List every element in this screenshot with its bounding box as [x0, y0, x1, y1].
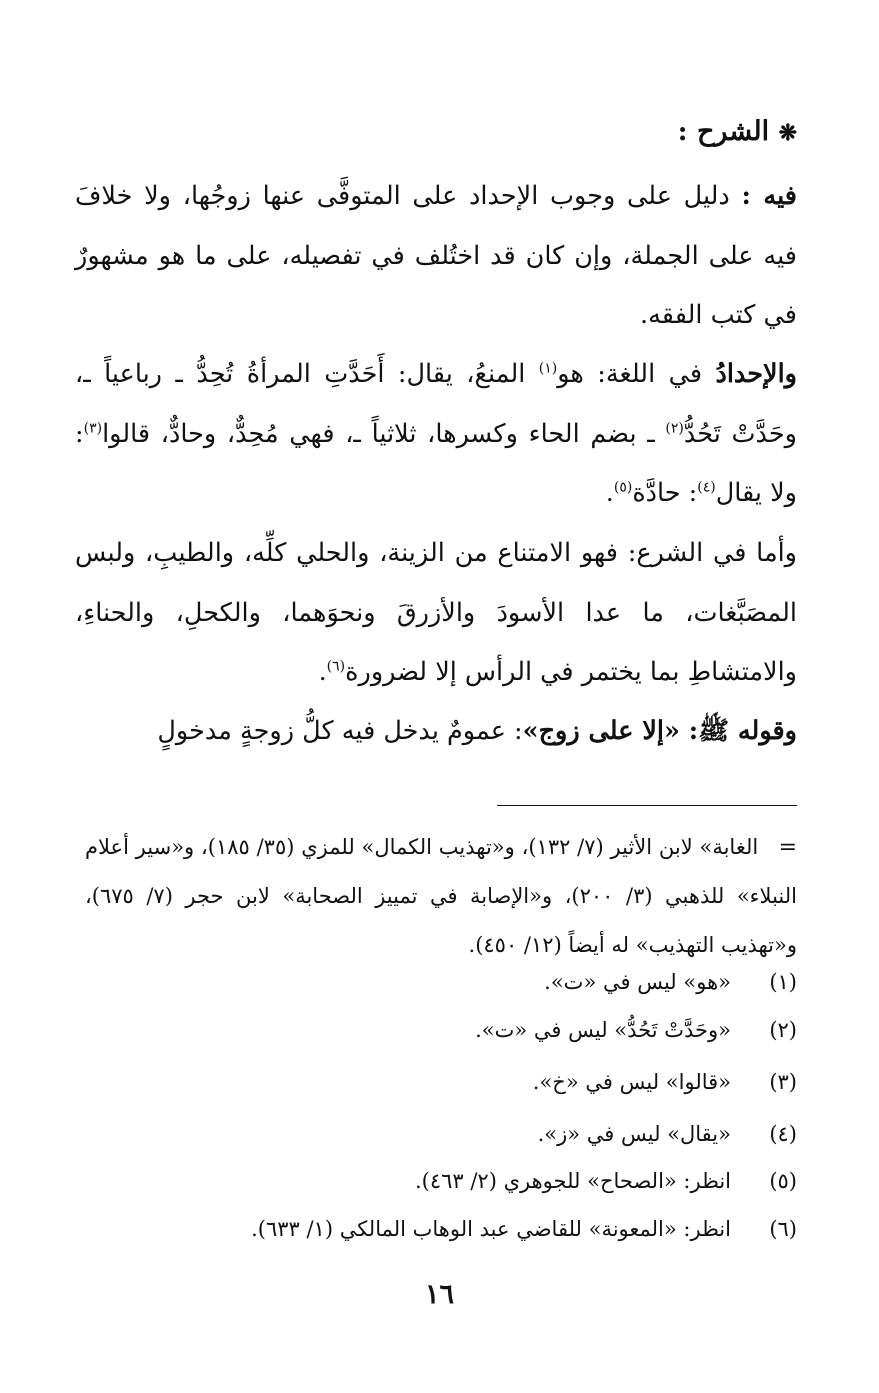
footnote-4 — [85, 1114, 797, 1154]
footnote-text: «يقال» ليس في «ز». — [537, 1122, 731, 1146]
paragraph-text: المنعُ، يقال: أَحَدَّتِ المرأةُ تُحِدُّ ـ رباعياً ـ، وحَدَّتْ تَحُدُّ — [75, 359, 797, 449]
footnote-text: «قالوا» ليس في «خ». — [532, 1070, 731, 1094]
paragraph-text: في اللغة: هو — [557, 359, 716, 389]
paragraph-text: : ولا يقال — [75, 418, 797, 508]
footnote-number: (١) — [769, 970, 797, 994]
section-title: الشرح : — [677, 116, 770, 147]
footnote-ref-3[interactable]: (٣) — [83, 420, 103, 436]
footnote-2 — [85, 1010, 797, 1050]
paragraph-text: : حادَّة — [632, 478, 698, 508]
footnote-number: (٣) — [769, 1070, 797, 1094]
footnote-text: «وحَدَّتْ تَحُدُّ» ليس في «ت». — [475, 1018, 731, 1042]
footnote-ref-4[interactable]: (٤) — [697, 479, 716, 496]
paragraph-text: . — [318, 657, 327, 687]
paragraph-text: وأما في الشرع: فهو الامتناع من الزينة، والحلي كلِّه، والطيبِ، ولبس المصَبَّغات، ما عدا الأسودَ والأزرقَ ونحوَهما، والكحلِ، والحناءِ، والامتشاطِ بما يختمر في الرأس إلا لضرورة — [75, 538, 797, 687]
footnote-5 — [85, 1161, 797, 1201]
footnote-divider — [497, 805, 797, 806]
footnote-number: (٢) — [769, 1018, 797, 1042]
footnote-continuation — [85, 823, 797, 970]
footnote-text: انظر: «المعونة» للقاضي عبد الوهاب المالكي (١/ ٦٣٣). — [251, 1217, 731, 1241]
continuation-marker: = — [778, 835, 797, 860]
paragraph-lead: فيه : — [741, 181, 797, 211]
paragraph-text: . — [605, 478, 614, 508]
paragraph-2 — [75, 345, 797, 524]
section-heading — [678, 112, 797, 153]
paragraph-text: ـ بضم الحاء وكسرها، ثلاثياً ـ، فهي مُحِدٌّ، وحادٌّ، قالوا — [102, 418, 666, 449]
footnote-number: (٦) — [769, 1217, 797, 1241]
footnote-number: (٥) — [769, 1169, 797, 1193]
continuation-text: الغابة» لابن الأثير (٧/ ١٣٢)، و«تهذيب الكمال» للمزي (٣٥/ ١٨٥)، و«سير أعلام النبلاء» للذهبي (٣/ ٢٠٠)، و«الإصابة في تمييز الصحابة» لابن حجر (٧/ ٦٧٥)، و«تهذيب التهذيب» له أيضاً (١٢/ ٤٥٠). — [85, 835, 797, 957]
footnote-ref-1[interactable]: (١) — [538, 360, 558, 377]
footnote-text: «هو» ليس في «ت». — [544, 970, 731, 994]
footnote-ref-5[interactable]: (٥) — [613, 479, 633, 496]
footnote-number: (٤) — [769, 1122, 797, 1146]
footnote-ref-2[interactable]: (٢) — [665, 420, 684, 436]
star-ornament-icon: ❋ — [778, 120, 797, 146]
footnote-3 — [85, 1062, 797, 1102]
paragraph-lead: وقوله ﷺ: — [679, 716, 797, 746]
paragraph-text: دليل على وجوب الإحداد على المتوفَّى عنها زوجُها، ولا خلافَ فيه على الجملة، وإن كان قد اختُلف في تفصيله، على ما هو مشهورٌ في كتب الفقه. — [75, 181, 797, 330]
footnote-6 — [85, 1209, 797, 1249]
footnote-ref-6[interactable]: (٦) — [326, 658, 346, 675]
footnote-1 — [85, 962, 797, 1002]
paragraph-4 — [75, 702, 797, 762]
paragraph-text: : عمومٌ يدخل فيه كلُّ زوجةٍ مدخولٍ — [157, 716, 523, 746]
paragraph-3 — [75, 524, 797, 703]
paragraph-1 — [75, 167, 797, 346]
page-number: ١٦ — [424, 1279, 454, 1310]
hadith-quote: «إلا على زوج» — [522, 716, 680, 746]
footnote-text: انظر: «الصحاح» للجوهري (٢/ ٤٦٣). — [414, 1169, 731, 1193]
paragraph-lead: والإحدادُ — [715, 359, 797, 389]
